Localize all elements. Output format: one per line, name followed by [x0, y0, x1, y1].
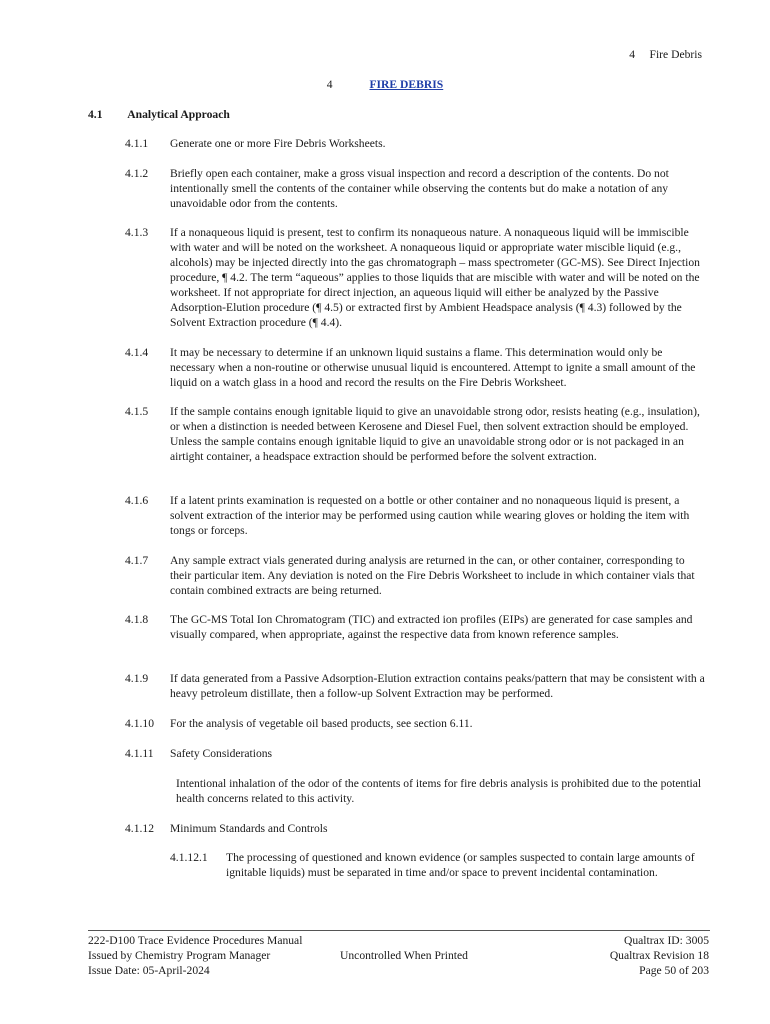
item-4-1-9: [125, 671, 705, 701]
item-number: 4.1.8: [125, 613, 149, 626]
subsection-heading: [88, 107, 230, 122]
item-text: Safety Considerations: [170, 747, 273, 760]
subitem-4-1-12-1: [170, 850, 705, 880]
item-4-1-6: [125, 493, 705, 538]
running-header: 4 Fire Debris: [629, 48, 702, 61]
item-number: 4.1.1: [125, 137, 149, 150]
item-text: If a latent prints examination is requested on a bottle or other container and no nonaqueous liquid is present, a solvent extraction of the interior may be performed using caution while wearing gloves or holding the item with tongs or forceps.: [170, 494, 690, 537]
item-number: 4.1.7: [125, 554, 149, 567]
item-text: Any sample extract vials generated during analysis are returned in the can, or other container, corresponding to their particular item. Any deviation is noted on the Fire Debris Worksheet to include in which container vials that contain combined extracts are being returned.: [170, 554, 695, 597]
item-4-1-4: [125, 345, 705, 390]
item-4-1-5: [125, 404, 705, 464]
item-text: If data generated from a Passive Adsorption-Elution extraction contains peaks/pattern that may be consistent with a heavy petroleum distillate, then a follow-up Solvent Extraction may be performed.: [170, 672, 705, 700]
item-number: 4.1.3: [125, 226, 149, 239]
item-text: Minimum Standards and Controls: [170, 822, 328, 835]
footer-left: [88, 933, 302, 978]
subsection-number: 4.1: [88, 108, 103, 121]
footer-issuer: Issued by Chemistry Program Manager: [88, 949, 271, 962]
item-4-1-7: [125, 553, 705, 598]
item-number: 4.1.4: [125, 346, 149, 359]
footer-uncontrolled: Uncontrolled When Printed: [340, 949, 468, 962]
subitem-text: The processing of questioned and known evidence (or samples suspected to contain large amounts of ignitable liquids) must be separated in time and/or space to prevent incidental contamination.: [226, 851, 695, 879]
item-text: For the analysis of vegetable oil based products, see section 6.11.: [170, 717, 473, 730]
item-text: Briefly open each container, make a gross visual inspection and record a description of the contents. Do not intentionally smell the contents of the container while observing the contents but do make a notation of any unavoidable odor from the contents.: [170, 167, 669, 210]
item-4-1-2: [125, 166, 705, 211]
safety-note: Intentional inhalation of the odor of the contents of items for fire debris analysis is prohibited due to the potential health concerns related to this activity.: [176, 777, 702, 805]
footer-page-number: Page 50 of 203: [639, 964, 709, 977]
footer-right: [610, 933, 709, 978]
item-number: 4.1.11: [125, 747, 154, 760]
item-number: 4.1.9: [125, 672, 149, 685]
item-number: 4.1.12: [125, 822, 154, 835]
item-number: 4.1.10: [125, 717, 154, 730]
section-number: 4: [326, 78, 333, 91]
subsection-title: Analytical Approach: [127, 108, 230, 121]
item-4-1-10: [125, 716, 705, 731]
subitem-number: 4.1.12.1: [170, 851, 208, 864]
item-text: Generate one or more Fire Debris Worksheets.: [170, 137, 386, 150]
footer-issue-date: Issue Date: 05-April-2024: [88, 964, 210, 977]
item-number: 4.1.6: [125, 494, 149, 507]
footer-qualtrax-id: Qualtrax ID: 3005: [623, 934, 709, 947]
section-title-link[interactable]: FIRE DEBRIS: [369, 78, 444, 91]
footer-manual-title: 222-D100 Trace Evidence Procedures Manual: [88, 934, 303, 947]
item-number: 4.1.5: [125, 405, 149, 418]
item-number: 4.1.2: [125, 167, 149, 180]
item-text: It may be necessary to determine if an unknown liquid sustains a flame. This determination would only be necessary when a non-routine or otherwise unusual liquid is encountered. Attempt to ignite a small amount of the liquid on a watch glass in a hood and record the results on the Fire Debris Worksheet.: [170, 346, 696, 389]
item-text: The GC-MS Total Ion Chromatogram (TIC) and extracted ion profiles (EIPs) are generated for case samples and visually compared, when appropriate, against the respective data from known reference samples.: [170, 613, 693, 641]
item-text: If a nonaqueous liquid is present, test to confirm its nonaqueous nature. A nonaqueous liquid will be immiscible with water and will be noted on the worksheet. A nonaqueous liquid or appropriate water miscible liquid (e.g., alcohols) may be injected directly into the gas chromatograph – mass spectrometer (GC-MS). See Direct Injection procedure, ¶ 4.2. The term “aqueous” applies to those liquids that are miscible with water and will be noted on the worksheet. If not appropriate for direct injection, an aqueous liquid will either be analyzed by the Passive Adsorption-Elution procedure (¶ 4.5) or extracted first by Ambient Headspace analysis (¶ 4.3) followed by the Solvent Extraction procedure (¶ 4.4).: [170, 226, 700, 329]
footer-divider: [88, 930, 710, 931]
item-text: If the sample contains enough ignitable liquid to give an unavoidable strong odor, resists heating (e.g., insulation), or when a distinction is needed between Kerosene and Diesel Fuel, then solvent extraction should be employed. Unless the sample contains enough ignitable liquid to give an unavoidable strong odor or is not packaged in an airtight container, a headspace extraction should be performed before the solvent extraction.: [170, 405, 700, 463]
item-4-1-11: [125, 746, 705, 761]
section-title: [0, 77, 770, 92]
item-4-1-8: [125, 612, 705, 642]
footer-revision: Qualtrax Revision 18: [609, 949, 709, 962]
item-4-1-3: [125, 225, 705, 330]
item-4-1-12: [125, 821, 705, 836]
item-4-1-1: [125, 136, 705, 151]
